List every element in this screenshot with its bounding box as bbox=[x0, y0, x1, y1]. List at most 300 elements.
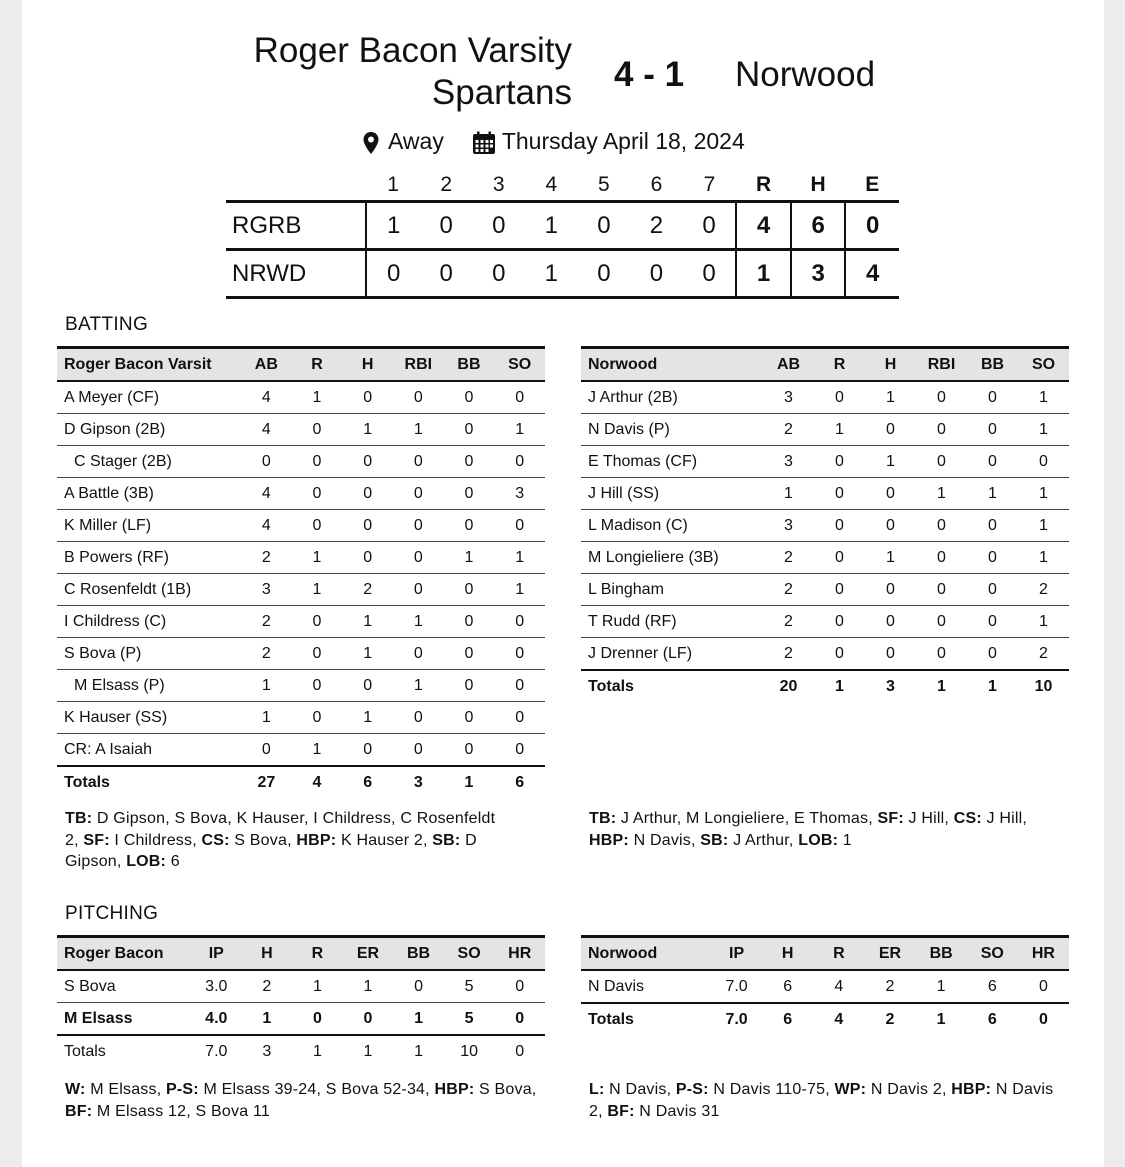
stat-cell: 0 bbox=[1038, 977, 1048, 995]
batting-table-home bbox=[57, 346, 545, 798]
stat-cell: 1 bbox=[886, 388, 895, 406]
stat-cell: 0 bbox=[937, 580, 946, 598]
stat-cell: 0 bbox=[515, 516, 525, 534]
stat-cell: 0 bbox=[414, 977, 423, 995]
stat-cell: 0 bbox=[886, 484, 895, 502]
inning-header: 5 bbox=[598, 173, 610, 196]
stat-cell: 5 bbox=[464, 1009, 474, 1027]
total-stat-cell: 1 bbox=[835, 677, 844, 695]
player-row bbox=[581, 510, 1069, 542]
player-name: M Elsass bbox=[64, 1009, 133, 1027]
game-meta bbox=[362, 128, 745, 155]
player-row bbox=[581, 446, 1069, 478]
player-name: T Rudd (RF) bbox=[588, 612, 677, 630]
inning-runs: 0 bbox=[649, 259, 664, 287]
total-stat-cell: 0 bbox=[1038, 1010, 1048, 1028]
box-score-page bbox=[22, 0, 1104, 1167]
stat-cell: 1 bbox=[262, 1009, 272, 1027]
stat-column-header: RBI bbox=[404, 355, 433, 373]
stat-cell: 2 bbox=[1039, 580, 1048, 598]
stat-cell: 0 bbox=[988, 516, 997, 534]
stat-cell: 0 bbox=[515, 452, 525, 470]
note-value: N Davis 31 bbox=[634, 1102, 720, 1120]
stat-cell: 4 bbox=[261, 388, 271, 406]
stat-cell: 0 bbox=[937, 452, 946, 470]
player-row bbox=[57, 970, 545, 1003]
note-key: P-S: bbox=[165, 1081, 199, 1098]
total-stat-cell: 10 bbox=[460, 1042, 478, 1060]
note-value: D Gipson, S Bova, K Hauser, I Childress, C Rosenfeldt 2, bbox=[65, 810, 496, 849]
player-name: M Longieliere (3B) bbox=[588, 548, 719, 566]
stat-cell: 0 bbox=[515, 977, 525, 995]
total-stat-cell: 1 bbox=[988, 677, 997, 695]
inning-runs: 0 bbox=[597, 211, 611, 239]
stat-cell: 0 bbox=[312, 708, 322, 726]
stat-cell: 0 bbox=[363, 484, 373, 502]
player-row bbox=[581, 542, 1069, 574]
stat-cell: 1 bbox=[1039, 388, 1048, 406]
stat-column-header: H bbox=[884, 355, 897, 373]
stat-cell: 0 bbox=[937, 420, 946, 438]
stat-column-header: HR bbox=[1031, 944, 1055, 962]
player-row bbox=[581, 574, 1069, 606]
player-row bbox=[57, 1003, 545, 1036]
stat-column-header: IP bbox=[729, 944, 745, 962]
inning-runs: 1 bbox=[544, 211, 558, 239]
totals-label: Totals bbox=[588, 1010, 634, 1028]
player-row bbox=[57, 606, 545, 638]
stat-cell: 1 bbox=[413, 612, 423, 630]
player-row bbox=[57, 734, 545, 767]
inning-runs: 0 bbox=[439, 259, 453, 287]
stat-cell: 0 bbox=[937, 388, 946, 406]
stat-cell: 0 bbox=[464, 612, 474, 630]
stat-cell: 0 bbox=[1039, 452, 1048, 470]
player-name: M Elsass (P) bbox=[74, 676, 165, 694]
stat-cell: 0 bbox=[464, 420, 474, 438]
note-value: N Davis 2, bbox=[589, 1081, 1054, 1120]
total-hits: 3 bbox=[791, 250, 846, 298]
stat-cell: 0 bbox=[363, 676, 373, 694]
total-stat-cell: 7.0 bbox=[205, 1042, 228, 1060]
team-column-header: Roger Bacon Varsit bbox=[64, 355, 212, 373]
note-key: CS: bbox=[201, 831, 230, 849]
table-header-row bbox=[57, 937, 545, 971]
stat-cell: 1 bbox=[886, 452, 895, 470]
stat-cell: 1 bbox=[413, 676, 423, 694]
note-value: M Elsass 12, S Bova 11 bbox=[92, 1102, 270, 1120]
stat-cell: 1 bbox=[936, 977, 946, 995]
total-stat-cell: 1 bbox=[937, 677, 946, 695]
stat-cell: 1 bbox=[1039, 420, 1048, 438]
stat-cell: 0 bbox=[886, 580, 895, 598]
pitching-table-home bbox=[57, 935, 545, 1067]
stat-cell: 2 bbox=[784, 612, 793, 630]
stat-cell: 0 bbox=[464, 388, 474, 406]
stat-cell: 0 bbox=[312, 516, 322, 534]
stat-column-header: R bbox=[311, 944, 324, 962]
totals-row bbox=[57, 766, 545, 798]
total-stat-cell: 6 bbox=[783, 1010, 793, 1028]
stat-cell: 0 bbox=[988, 452, 997, 470]
stat-cell: 0 bbox=[515, 708, 525, 726]
stat-cell: 0 bbox=[886, 420, 895, 438]
totals-row bbox=[57, 1035, 545, 1067]
stat-column-header: H bbox=[781, 944, 794, 962]
stat-cell: 0 bbox=[413, 740, 423, 758]
total-stat-cell: 0 bbox=[515, 1042, 525, 1060]
player-row bbox=[581, 638, 1069, 671]
player-name: L Bingham bbox=[588, 580, 664, 598]
stat-cell: 0 bbox=[363, 452, 373, 470]
stat-cell: 0 bbox=[515, 388, 525, 406]
note-value: J Arthur, M Longieliere, E Thomas, bbox=[616, 810, 878, 827]
stat-cell: 0 bbox=[835, 548, 844, 566]
stat-cell: 2 bbox=[885, 977, 895, 995]
stat-cell: 0 bbox=[363, 548, 373, 566]
total-errors: 0 bbox=[845, 202, 899, 250]
note-key: W: bbox=[65, 1081, 86, 1098]
stat-cell: 1 bbox=[413, 420, 423, 438]
stat-cell: 0 bbox=[312, 420, 322, 438]
stat-cell: 0 bbox=[515, 676, 525, 694]
stat-cell: 0 bbox=[937, 644, 946, 662]
note-value: 1 bbox=[838, 831, 852, 849]
stat-cell: 0 bbox=[413, 708, 423, 726]
stat-cell: 6 bbox=[987, 977, 997, 995]
stat-cell: 2 bbox=[784, 644, 793, 662]
inning-runs: 0 bbox=[386, 259, 401, 287]
player-row bbox=[57, 414, 545, 446]
stat-column-header: BB bbox=[406, 944, 431, 962]
stat-cell: 0 bbox=[835, 580, 844, 598]
stat-cell: 0 bbox=[363, 388, 373, 406]
stat-cell: 1 bbox=[464, 548, 474, 566]
stat-column-header: AB bbox=[776, 355, 801, 373]
note-key: CS: bbox=[953, 810, 982, 827]
stat-column-header: SO bbox=[1031, 355, 1056, 373]
stat-cell: 0 bbox=[835, 484, 844, 502]
table-header-row bbox=[581, 937, 1069, 971]
note-key: BF: bbox=[65, 1102, 93, 1120]
player-name: S Bova (P) bbox=[64, 644, 142, 662]
stat-cell: 6 bbox=[783, 977, 793, 995]
home-team-name-line2: Spartans bbox=[431, 73, 572, 112]
stat-cell: 3 bbox=[784, 388, 793, 406]
player-name: N Davis bbox=[588, 977, 645, 995]
stat-cell: 2 bbox=[1039, 644, 1048, 662]
stat-column-header: H bbox=[261, 944, 273, 962]
note-key: LOB: bbox=[126, 853, 167, 870]
stat-cell: 1 bbox=[886, 548, 895, 566]
stat-cell: 0 bbox=[937, 548, 946, 566]
stat-cell: 1 bbox=[363, 977, 373, 995]
stat-column-header: ER bbox=[878, 944, 902, 962]
map-pin-icon bbox=[362, 128, 380, 155]
stat-cell: 1 bbox=[363, 708, 373, 726]
stat-cell: 0 bbox=[988, 388, 997, 406]
stat-cell: 0 bbox=[886, 612, 895, 630]
stat-cell: 4 bbox=[261, 484, 271, 502]
note-value: N Davis 2, bbox=[866, 1081, 952, 1098]
stat-cell: 0 bbox=[835, 644, 844, 662]
stat-cell: 0 bbox=[464, 452, 474, 470]
stat-column-header: HR bbox=[508, 944, 532, 962]
player-name: J Hill (SS) bbox=[588, 484, 660, 502]
total-stat-cell: 4 bbox=[312, 773, 322, 791]
stat-cell: 0 bbox=[312, 644, 322, 662]
batting-notes-away bbox=[589, 808, 1064, 851]
stat-cell: 1 bbox=[784, 484, 793, 502]
total-stat-cell: 6 bbox=[363, 773, 373, 791]
note-key: BF: bbox=[607, 1102, 635, 1120]
total-stat-cell: 1 bbox=[312, 1042, 322, 1060]
total-runs: 4 bbox=[736, 202, 791, 250]
stat-cell: 4.0 bbox=[205, 1009, 228, 1027]
total-stat-cell: 1 bbox=[363, 1042, 373, 1060]
runs-header: R bbox=[755, 173, 772, 196]
stat-cell: 1 bbox=[515, 580, 525, 598]
stat-cell: 0 bbox=[464, 740, 474, 758]
pitching-notes-home bbox=[65, 1079, 540, 1122]
inning-header: 3 bbox=[492, 173, 505, 196]
stat-cell: 0 bbox=[413, 452, 423, 470]
inning-header: 7 bbox=[703, 173, 716, 196]
stat-cell: 1 bbox=[1039, 548, 1048, 566]
stat-cell: 0 bbox=[413, 548, 423, 566]
line-score-team: RGRB bbox=[226, 202, 366, 250]
total-stat-cell: 1 bbox=[936, 1010, 946, 1028]
stat-cell: 3 bbox=[784, 452, 793, 470]
stat-cell: 0 bbox=[515, 644, 525, 662]
total-stat-cell: 4 bbox=[834, 1010, 844, 1028]
line-score-table bbox=[226, 170, 899, 299]
stat-cell: 4 bbox=[261, 420, 271, 438]
player-name: I Childress (C) bbox=[64, 612, 167, 630]
inning-header: 2 bbox=[440, 173, 453, 196]
note-value: I Childress, bbox=[109, 831, 202, 849]
note-value: N Davis, bbox=[604, 1081, 676, 1098]
stat-cell: 0 bbox=[312, 484, 322, 502]
inning-header: 1 bbox=[387, 173, 399, 196]
home-team-name bbox=[232, 30, 572, 114]
away-team-name: Norwood bbox=[735, 55, 876, 94]
player-name: D Gipson (2B) bbox=[64, 420, 166, 438]
team-column-header: Norwood bbox=[588, 355, 658, 373]
stat-cell: 0 bbox=[312, 676, 322, 694]
stat-cell: 1 bbox=[363, 644, 373, 662]
total-stat-cell: 2 bbox=[885, 1010, 895, 1028]
stat-cell: 0 bbox=[835, 452, 844, 470]
totals-label: Totals bbox=[64, 1042, 106, 1060]
note-value: 6 bbox=[166, 853, 180, 870]
total-hits: 6 bbox=[791, 202, 846, 250]
player-name: A Meyer (CF) bbox=[64, 388, 160, 406]
line-score-team: NRWD bbox=[226, 250, 366, 298]
stat-cell: 1 bbox=[515, 548, 525, 566]
stat-cell: 0 bbox=[988, 548, 997, 566]
batting-table-away bbox=[581, 346, 1069, 702]
note-value: S Bova, bbox=[474, 1081, 537, 1098]
player-name: K Miller (LF) bbox=[64, 516, 152, 534]
inning-runs: 1 bbox=[544, 259, 558, 287]
total-stat-cell: 10 bbox=[1034, 677, 1053, 695]
note-value: J Hill, bbox=[981, 810, 1028, 827]
stat-column-header: R bbox=[311, 355, 323, 373]
inning-runs: 0 bbox=[702, 259, 716, 287]
total-runs: 1 bbox=[736, 250, 791, 298]
stat-cell: 2 bbox=[784, 548, 793, 566]
stat-cell: 0 bbox=[937, 612, 946, 630]
player-name: B Powers (RF) bbox=[64, 548, 169, 566]
note-key: SB: bbox=[432, 831, 461, 849]
stat-cell: 0 bbox=[312, 452, 322, 470]
stat-cell: 4 bbox=[834, 977, 844, 995]
stat-cell: 0 bbox=[515, 1009, 525, 1027]
stat-column-header: BB bbox=[980, 355, 1005, 373]
stat-cell: 1 bbox=[363, 612, 373, 630]
location-text: Away bbox=[388, 128, 444, 154]
note-key: HBP: bbox=[434, 1081, 475, 1098]
stat-cell: 0 bbox=[988, 580, 997, 598]
stat-cell: 0 bbox=[261, 740, 271, 758]
stat-cell: 0 bbox=[937, 516, 946, 534]
player-row bbox=[57, 446, 545, 478]
note-value: M Elsass, bbox=[85, 1081, 166, 1098]
player-row bbox=[57, 510, 545, 542]
stat-column-header: AB bbox=[254, 355, 278, 373]
stat-cell: 2 bbox=[262, 977, 272, 995]
player-row bbox=[581, 970, 1069, 1003]
stat-column-header: H bbox=[361, 355, 374, 373]
stat-cell: 1 bbox=[312, 740, 322, 758]
totals-label: Totals bbox=[64, 773, 110, 791]
player-row bbox=[581, 414, 1069, 446]
hits-header: H bbox=[810, 173, 826, 196]
stat-cell: 2 bbox=[261, 548, 271, 566]
player-name: CR: A Isaiah bbox=[64, 740, 153, 758]
totals-label: Totals bbox=[588, 677, 634, 695]
player-row bbox=[57, 638, 545, 670]
stat-cell: 0 bbox=[413, 516, 423, 534]
stat-cell: 2 bbox=[261, 644, 271, 662]
note-key: SF: bbox=[877, 810, 904, 827]
stat-cell: 0 bbox=[363, 1009, 373, 1027]
player-name: L Madison (C) bbox=[588, 516, 688, 534]
inning-runs: 0 bbox=[702, 211, 716, 239]
calendar-icon bbox=[472, 128, 496, 155]
total-errors: 4 bbox=[845, 250, 899, 298]
total-stat-cell: 1 bbox=[414, 1042, 423, 1060]
total-stat-cell: 7.0 bbox=[725, 1010, 748, 1028]
stat-cell: 0 bbox=[835, 516, 844, 534]
note-value: J Hill, bbox=[903, 810, 954, 827]
total-stat-cell: 20 bbox=[779, 677, 798, 695]
stat-cell: 0 bbox=[413, 580, 423, 598]
team-column-header: Roger Bacon bbox=[64, 944, 164, 962]
home-team-name-line1: Roger Bacon Varsity bbox=[253, 31, 572, 70]
player-row bbox=[581, 478, 1069, 510]
line-score-row-home bbox=[226, 202, 899, 250]
player-name: J Arthur (2B) bbox=[588, 388, 678, 406]
note-value: S Bova, bbox=[229, 831, 297, 849]
note-value: K Hauser 2, bbox=[336, 831, 433, 849]
stat-column-header: RBI bbox=[927, 355, 956, 373]
stat-cell: 1 bbox=[1039, 516, 1048, 534]
stat-cell: 0 bbox=[515, 740, 525, 758]
stat-cell: 0 bbox=[312, 612, 322, 630]
note-key: SB: bbox=[700, 831, 729, 849]
errors-header: E bbox=[865, 173, 880, 196]
stat-cell: 1 bbox=[312, 580, 322, 598]
player-name: K Hauser (SS) bbox=[64, 708, 168, 726]
player-row bbox=[57, 478, 545, 510]
stat-cell: 0 bbox=[886, 516, 895, 534]
player-row bbox=[57, 381, 545, 414]
line-score-row-away bbox=[226, 250, 899, 298]
stat-column-header: R bbox=[833, 944, 845, 962]
player-row bbox=[57, 542, 545, 574]
stat-cell: 0 bbox=[464, 708, 474, 726]
note-value: N Davis 110-75, bbox=[708, 1081, 835, 1098]
stat-cell: 0 bbox=[464, 580, 474, 598]
player-row bbox=[57, 702, 545, 734]
stat-cell: 0 bbox=[988, 420, 997, 438]
stat-cell: 1 bbox=[515, 420, 525, 438]
stat-cell: 2 bbox=[784, 420, 793, 438]
batting-section-title: BATTING bbox=[65, 314, 149, 335]
stat-column-header: R bbox=[833, 355, 846, 373]
note-key: L: bbox=[589, 1081, 605, 1098]
player-name: C Rosenfeldt (1B) bbox=[64, 580, 192, 598]
stat-cell: 0 bbox=[835, 388, 844, 406]
stat-cell: 1 bbox=[312, 548, 322, 566]
stat-cell: 0 bbox=[886, 644, 895, 662]
note-key: WP: bbox=[834, 1081, 867, 1098]
player-name: N Davis (P) bbox=[588, 420, 670, 438]
inning-runs: 1 bbox=[386, 211, 401, 239]
stat-cell: 2 bbox=[784, 580, 793, 598]
stat-cell: 0 bbox=[988, 612, 997, 630]
stat-cell: 0 bbox=[464, 484, 474, 502]
player-row bbox=[581, 606, 1069, 638]
player-name: C Stager (2B) bbox=[74, 452, 172, 470]
player-row bbox=[581, 381, 1069, 414]
inning-runs: 0 bbox=[597, 259, 611, 287]
player-name: S Bova bbox=[64, 977, 116, 995]
stat-cell: 0 bbox=[464, 644, 474, 662]
stat-cell: 0 bbox=[312, 1009, 322, 1027]
stat-cell: 0 bbox=[413, 484, 423, 502]
note-key: P-S: bbox=[675, 1081, 709, 1098]
stat-cell: 0 bbox=[464, 676, 474, 694]
pitching-section-title: PITCHING bbox=[65, 903, 159, 924]
player-name: A Battle (3B) bbox=[64, 484, 154, 502]
total-stat-cell: 6 bbox=[515, 773, 525, 791]
stat-cell: 1 bbox=[1039, 612, 1048, 630]
stat-cell: 2 bbox=[261, 612, 271, 630]
stat-column-header: SO bbox=[508, 355, 532, 373]
inning-header: 4 bbox=[545, 173, 558, 196]
note-key: SF: bbox=[83, 831, 110, 849]
stat-cell: 1 bbox=[835, 420, 844, 438]
note-value: D Gipson, bbox=[65, 831, 477, 870]
stat-cell: 0 bbox=[363, 516, 373, 534]
stat-column-header: SO bbox=[980, 944, 1004, 962]
stat-cell: 0 bbox=[261, 452, 271, 470]
total-stat-cell: 1 bbox=[464, 773, 474, 791]
table-header-row bbox=[581, 348, 1069, 382]
